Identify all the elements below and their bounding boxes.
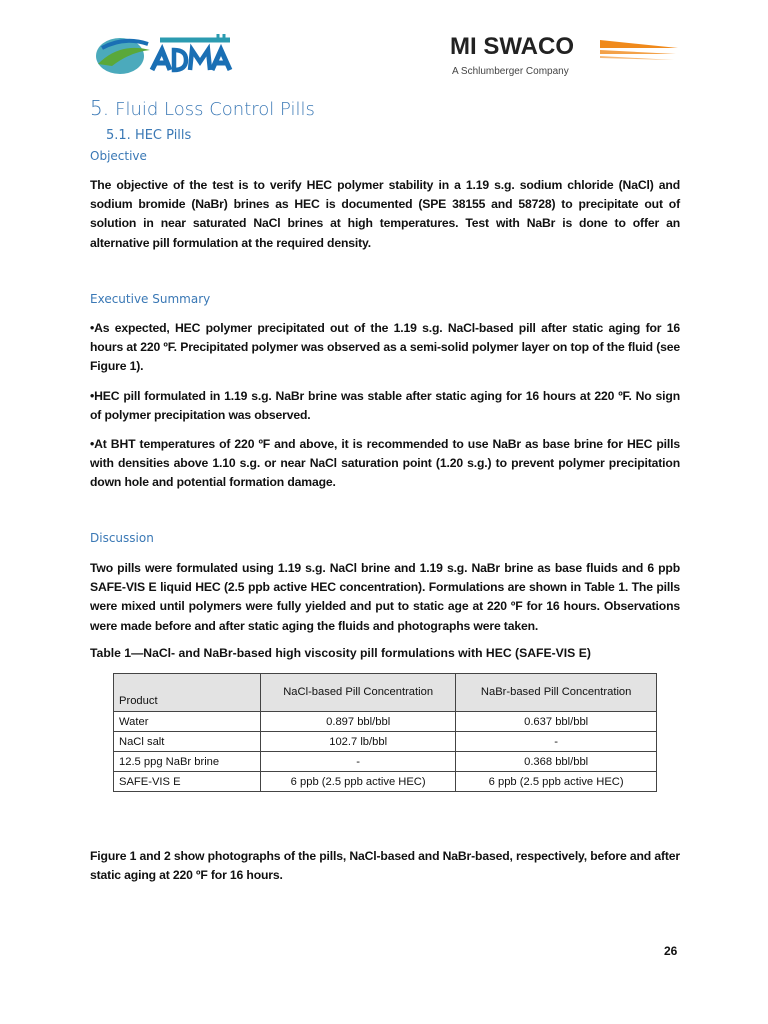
- table-cell: 0.897 bbl/bbl: [261, 712, 456, 732]
- executive-summary-heading: Executive Summary: [90, 292, 211, 306]
- subsection-title: 5.1. HEC Pills: [106, 128, 192, 143]
- table-row: [114, 752, 657, 772]
- table-caption: Table 1—NaCl- and NaBr-based high viscosity pill formulations with HEC (SAFE-VIS E): [90, 646, 591, 660]
- table-cell: 6 ppb (2.5 ppb active HEC): [261, 772, 456, 792]
- table-row: [114, 732, 657, 752]
- page-number: 26: [664, 944, 678, 958]
- table-cell: SAFE-VIS E: [114, 772, 261, 792]
- table-header-cell: NaBr-based Pill Concentration: [456, 674, 657, 712]
- table-cell: -: [261, 752, 456, 772]
- table-cell: NaCl salt: [114, 732, 261, 752]
- table-cell: 102.7 lb/bbl: [261, 732, 456, 752]
- table-row: [114, 772, 657, 792]
- objective-heading: Objective: [90, 149, 147, 163]
- discussion-paragraph: Two pills were formulated using 1.19 s.g. NaCl brine and 1.19 s.g. NaBr brine as base fluids and 6 ppb SAFE-VIS E liquid HEC (2.5 ppb active HEC concentration). Formulations are shown in Table 1. The pills were mixed until polymers were fully yielded and put to static age at 220 ºF for 16 hours. Observations were made before and after static aging the fluids and photographs were taken.: [90, 561, 680, 633]
- table-header-row: [114, 674, 657, 712]
- table-cell: Water: [114, 712, 261, 732]
- section-number: 5.: [90, 96, 110, 120]
- table-cell: 6 ppb (2.5 ppb active HEC): [456, 772, 657, 792]
- table-cell: 0.368 bbl/bbl: [456, 752, 657, 772]
- table-cell: 12.5 ppg NaBr brine: [114, 752, 261, 772]
- summary-bullet: •As expected, HEC polymer precipitated out of the 1.19 s.g. NaCl-based pill after static aging for 16 hours at 220 ºF. Precipitated polymer was observed as a semi-solid polymer layer on top of the fluid (see Figure 1).: [90, 321, 680, 374]
- discussion-heading: Discussion: [90, 531, 154, 545]
- table-header-cell: Product: [114, 674, 261, 712]
- section-title-text: Fluid Loss Control Pills: [115, 99, 315, 120]
- summary-bullet: •HEC pill formulated in 1.19 s.g. NaBr brine was stable after static aging for 16 hours at 220 ºF. No sign of polymer precipitation was observed.: [90, 389, 680, 423]
- table-cell: -: [456, 732, 657, 752]
- summary-bullet: •At BHT temperatures of 220 ºF and above, it is recommended to use NaBr as base brine for HEC pills with densities above 1.10 s.g. or near NaCl saturation point (1.20 s.g.) to prevent polymer precipitation down hole and potential formation damage.: [90, 437, 680, 490]
- closing-paragraph: Figure 1 and 2 show photographs of the pills, NaCl-based and NaBr-based, respectively, before and after static aging at 220 ºF for 16 hours.: [90, 849, 680, 883]
- company-subtitle: A Schlumberger Company: [452, 66, 569, 77]
- svg-text:MI SWACO: MI SWACO: [450, 34, 574, 60]
- section-title: [90, 96, 315, 120]
- table-header-cell: NaCl-based Pill Concentration: [261, 674, 456, 712]
- objective-paragraph: The objective of the test is to verify HEC polymer stability in a 1.19 s.g. sodium chloride (NaCl) and sodium bromide (NaBr) brines as HEC is documented (SPE 38155 and 58728) to precipitate out of solution in near saturated NaCl brines at high temperatures. Test with NaBr is done to offer an alternative pill formulation at the required density.: [90, 178, 680, 250]
- table-row: [114, 712, 657, 732]
- adma-logo: [90, 30, 240, 80]
- formulation-table: [113, 673, 657, 792]
- table-cell: 0.637 bbl/bbl: [456, 712, 657, 732]
